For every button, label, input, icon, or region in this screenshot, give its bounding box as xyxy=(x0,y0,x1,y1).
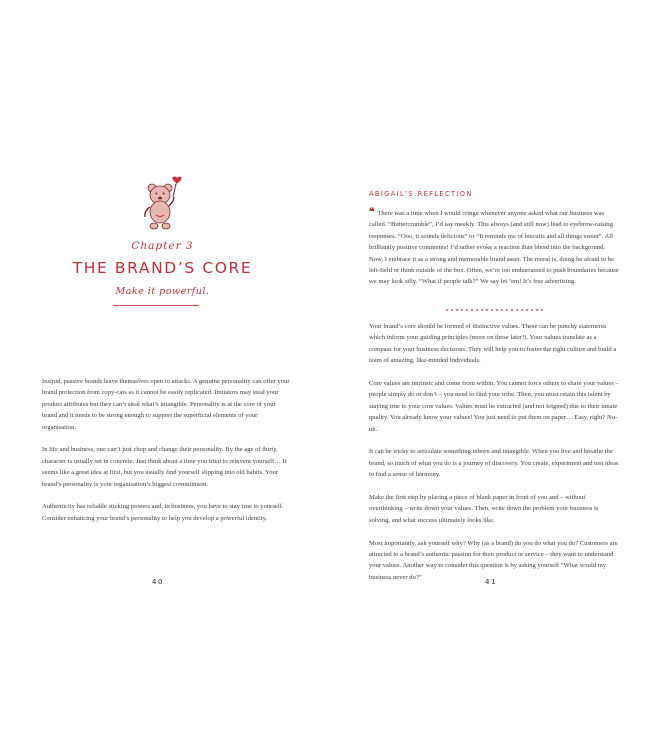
chapter-tagline: Make it powerful. xyxy=(115,286,210,297)
paragraph: In life and business, one can’t just chop and change their personality. By the age of thirty, character is usually set in concrete. Just think about a time you tried to reinvent yourself… It seems like a great idea at first, but you usually find yourself slipping into old habits. Your brand’s personality is your organisation’s biggest commitment. xyxy=(42,446,287,488)
chapter-title: THE BRAND’S CORE xyxy=(72,259,253,277)
left-body-text xyxy=(42,376,292,536)
paragraph: Your brand’s core should be formed of distinctive values. These can be punchy statements which inform your guiding principles (more on these later!). Your values translate as a compass for your business decisions. They will help you to foster the right culture and build a team of amazing, like-minded individuals. xyxy=(369,323,617,365)
paragraph: Make the first step by placing a piece of blank paper in front of you and – without overthinking – write down your values. Then, write down the problem your business is solving, and what success ultimately looks like. xyxy=(369,494,599,524)
paragraph: Insipid, passive brands leave themselves open to attacks. A genuine personality can offer your brand protection from copy-cats as it cannot be easily replicated. Imitators may steal your product attributes but they can’t steal what’s intangible. Personality is at the core of your brand and it needs to be strong enough to support the superficial elements of your organisation. xyxy=(42,378,290,431)
right-body-text xyxy=(369,321,619,595)
page-number: 40 xyxy=(152,578,164,586)
paragraph: Core values are intrinsic and come from within. You cannot force others to share your values – people simply do or don’t – you need to find your tribe. Then, you must retain this talent by staying true to your core values. Values must be extracted (and not feigned) due to their innate quality. You already know your values! You just need to put them on paper… Easy, right? Nu-uh. xyxy=(369,380,619,433)
paragraph: Most importantly, ask yourself why? Why (as a brand) do you do what you do? Customers are attracted to a brand’s authentic passion for their product or service – they want to understand your values. Another way to consider this question is by asking yourself “What would my business never do?” xyxy=(369,539,618,581)
paragraph: Authenticity has reliable sticking powers and, in business, you have to stay true to yourself. Consider enhancing your brand’s personality to help you develop a powerful identity. xyxy=(42,503,284,522)
dotted-divider xyxy=(445,308,545,312)
right-page xyxy=(325,0,650,750)
chapter-label: Chapter 3 xyxy=(131,240,194,252)
reflection-text: There was a time when I would cringe whenever anyone asked what our business was called. “Buttercrumble”, I’d say meekly. This always (and still now) lead to eyebrow-raising responses. “Ooo, it sounds delicious” or “It reminds me of biscuits and all things sweet”. All brilliantly positive comments! I’d rather evoke a reaction than blend into the background. Now, I embrace it as a strong and memorable brand asset. The moral is, doing be afraid to be left-field or think outside of the box. Often, we’re too embarrassed to push boundaries because we may look silly. “What if people talk?” We say let ’em! It’s free advertising. xyxy=(369,210,619,286)
page-number: 41 xyxy=(485,578,497,586)
cartoon-bear-holding-heart-icon xyxy=(140,175,186,231)
reflection-quote xyxy=(369,208,619,288)
reflection-heading: ABIGAIL’S REFLECTION xyxy=(369,190,473,198)
quotation-mark-icon: ❝ xyxy=(369,207,375,218)
chapter-divider xyxy=(113,305,199,306)
paragraph: It can be tricky to articulate something inborn and intangible. When you live and breathe the brand, so much of what you do is a journey of discovery. You create, experiment and test ideas to find a sense of harmony. xyxy=(369,448,619,479)
